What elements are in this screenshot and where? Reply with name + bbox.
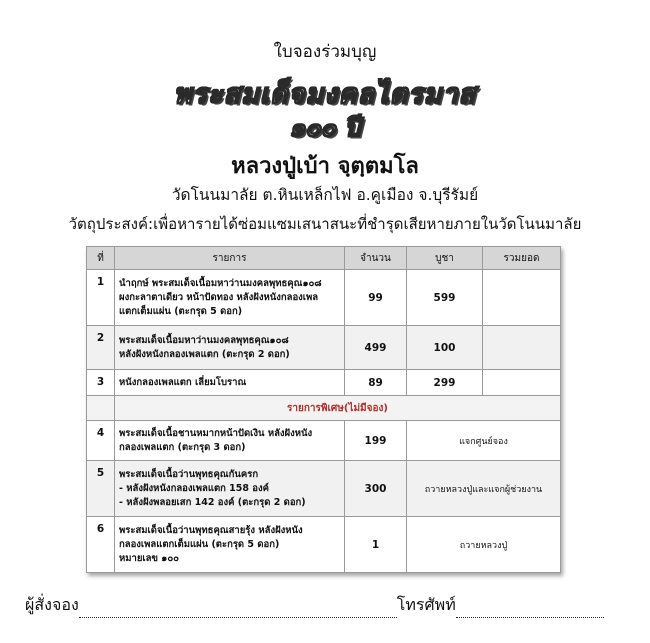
row-qty: 199	[345, 421, 407, 461]
header-no: ที่	[87, 247, 115, 270]
item-line: - หลังฝังพลอยเสก 142 องค์ (ตะกรุด 2 ดอก)	[119, 496, 306, 508]
row-price: 599	[407, 270, 483, 326]
special-spacer	[87, 396, 115, 421]
item-line: หนังกลองเพลแตก เลี่ยมโบราณ	[119, 376, 247, 388]
row-number: 1	[87, 270, 115, 326]
table-row	[87, 421, 561, 461]
row-note: ถวายหลวงปู่	[407, 517, 561, 573]
row-note: ถวายหลวงปู่และแจกผู้ช่วยงาน	[407, 461, 561, 517]
table-row	[87, 370, 561, 396]
row-item	[115, 270, 345, 326]
special-items-label: รายการพิเศษ(ไม่มีจอง)	[115, 396, 561, 421]
row-total-field[interactable]	[483, 326, 561, 370]
row-qty: 499	[345, 326, 407, 370]
row-qty: 1	[345, 517, 407, 573]
row-item	[115, 517, 345, 573]
item-line: กลองเพลแตกเต็มแผ่น (ตะกรุด 5 ดอก)	[119, 538, 280, 550]
header-price: บูชา	[407, 247, 483, 270]
purpose-statement: วัตถุประสงค์:เพื่อหารายได้ซ่อมแซมเสนาสนะที่ชำรุดเสียหายภายในวัดโนนมาลัย	[68, 215, 582, 233]
item-line: พระสมเด็จเนื้อมหาว่านมงคลพุทธคุณ๑๐๘	[119, 334, 289, 346]
item-line: พระสมเด็จเนื้อว่านพุทธคุณกันครก	[119, 468, 259, 480]
row-qty: 300	[345, 461, 407, 517]
item-line: นำฤกษ์ พระสมเด็จเนื้อมหาว่านมงคลพุทธคุณ๑๐๘	[119, 277, 322, 289]
phone-label: โทรศัพท์	[396, 595, 456, 614]
row-total-field[interactable]	[483, 270, 561, 326]
table-row	[87, 326, 561, 370]
row-price: 299	[407, 370, 483, 396]
footer-form	[25, 593, 635, 618]
row-item	[115, 421, 345, 461]
row-total-field[interactable]	[483, 370, 561, 396]
item-line: กลองเพลแตก (ตะกรุด 3 ดอก)	[119, 441, 246, 453]
table-header-row	[87, 247, 561, 270]
item-line: หลังฝังหนังกลองเพลแตก (ตะกรุด 2 ดอก)	[119, 348, 290, 360]
row-number: 3	[87, 370, 115, 396]
order-table	[86, 246, 561, 573]
row-qty: 99	[345, 270, 407, 326]
header-qty: จำนวน	[345, 247, 407, 270]
row-number: 4	[87, 421, 115, 461]
special-section-row	[87, 396, 561, 421]
row-price: 100	[407, 326, 483, 370]
row-note: แจกศูนย์จอง	[407, 421, 561, 461]
row-item	[115, 326, 345, 370]
item-line: พระสมเด็จเนื้อชานหมากหน้าปัดเงิน หลังฝังหนัง	[119, 427, 313, 439]
table-row	[87, 461, 561, 517]
row-number: 5	[87, 461, 115, 517]
document-title: ใบจองร่วมบุญ	[273, 42, 377, 62]
item-line: - หลังฝังหนังกลองเพลแตก 158 องค์	[119, 482, 270, 494]
header-total: รวมยอด	[483, 247, 561, 270]
amulet-years-heading: ๑๐๐ ปี	[289, 113, 361, 142]
table-row	[87, 270, 561, 326]
amulet-name-heading: พระสมเด็จมงคลไตรมาส	[173, 79, 477, 110]
row-number: 6	[87, 517, 115, 573]
item-line: ผงกะลาตาเดียว หน้าปัดทอง หลังฝังหนังกลองเพล	[119, 291, 319, 303]
table-row	[87, 517, 561, 573]
row-number: 2	[87, 326, 115, 370]
orderer-name-field[interactable]	[79, 603, 397, 618]
row-item	[115, 370, 345, 396]
row-qty: 89	[345, 370, 407, 396]
row-item	[115, 461, 345, 517]
item-line: หมายเลข ๑๐๐	[119, 552, 179, 564]
temple-address: วัดโนนมาลัย ต.หินเหล็กไฟ อ.คูเมือง จ.บุรีรัมย์	[171, 186, 479, 204]
header-item: รายการ	[115, 247, 345, 270]
item-line: พระสมเด็จเนื้อว่านพุทธคุณสายรุ้ง หลังฝังหนัง	[119, 524, 303, 536]
monk-name: หลวงปู่เบ้า จฺตฺตมโล	[231, 154, 419, 179]
item-line: แตกเต็มแผ่น (ตะกรุด 5 ดอก)	[119, 305, 243, 317]
phone-field[interactable]	[456, 603, 604, 618]
orderer-label: ผู้สั่งจอง	[25, 595, 79, 614]
